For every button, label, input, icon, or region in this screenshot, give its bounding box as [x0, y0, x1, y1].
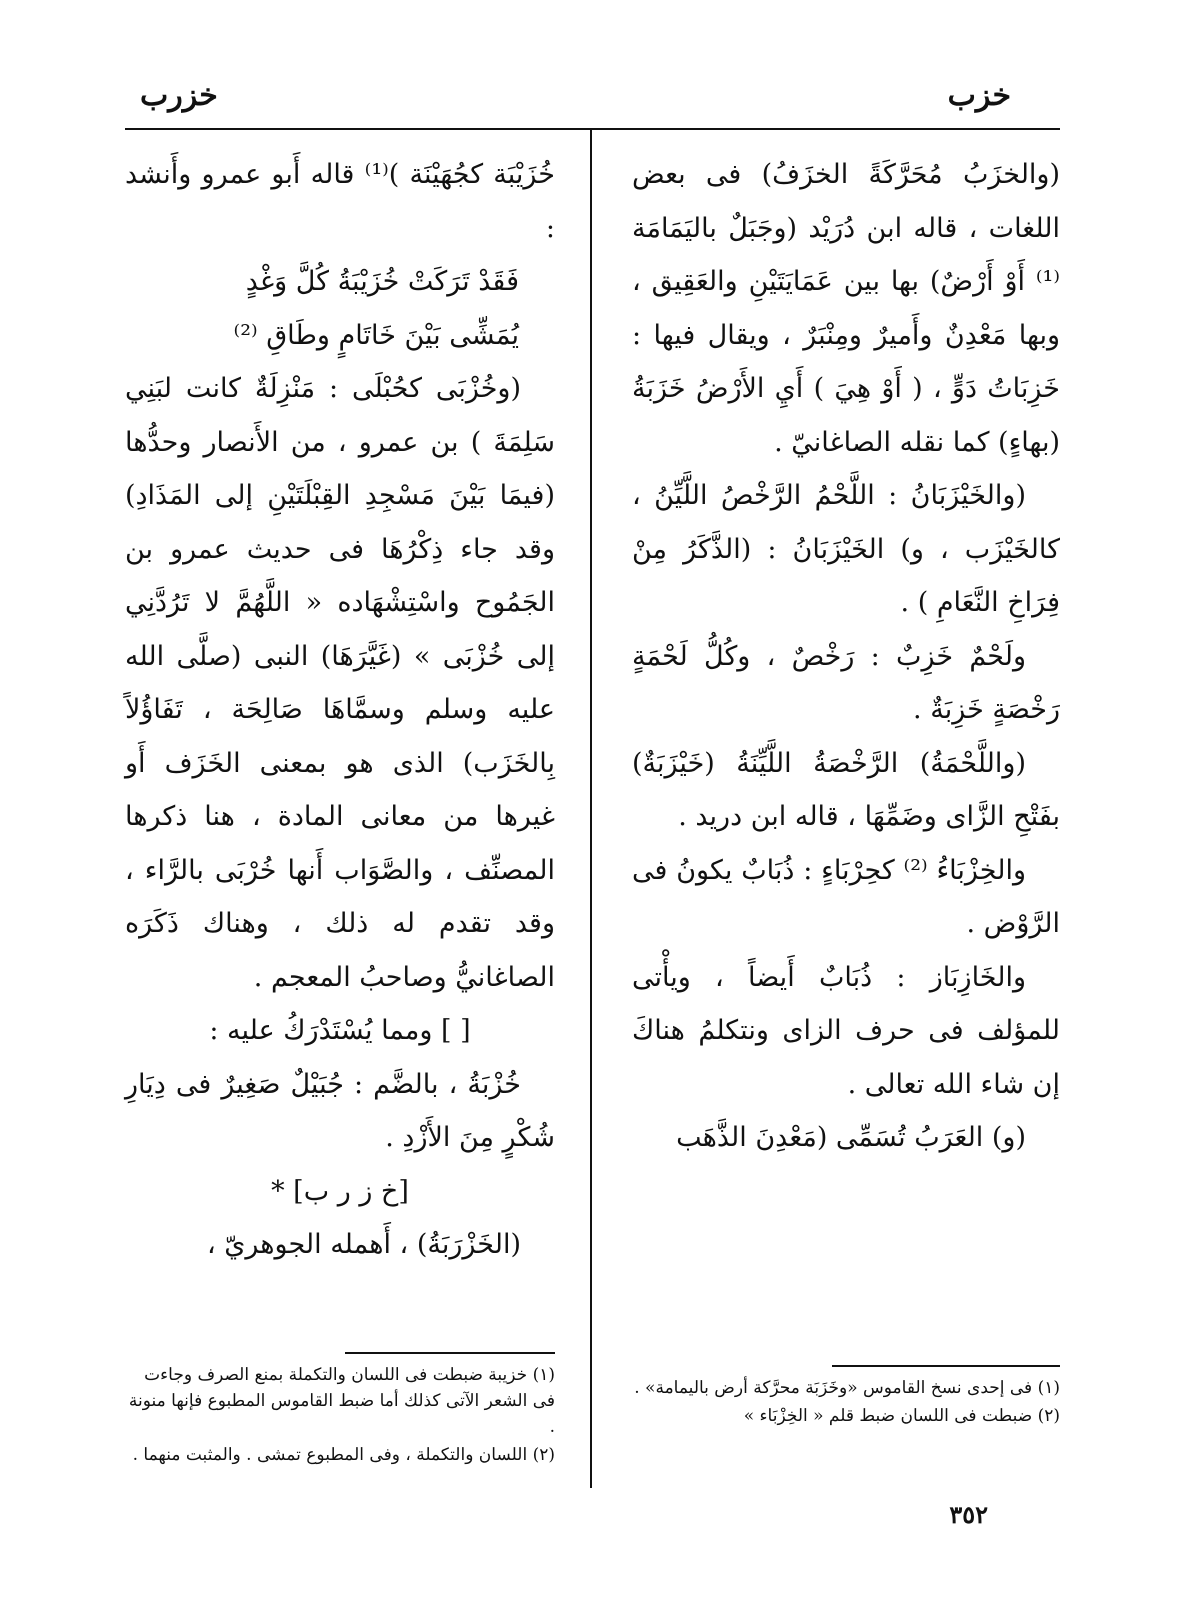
footnote-right-1: (١) فى إحدى نسخ القاموس «وخَزَبَة محرَّكة أرض باليمامة» . — [634, 1378, 1060, 1398]
header-rule — [125, 128, 1060, 130]
footnote-rule-right — [832, 1365, 1060, 1367]
footnote-right-2: (٢) ضبطت فى اللسان ضبط قلم « الخِزْبَاء » — [743, 1406, 1060, 1426]
verse-line-2: يُمَشِّى بَيْنَ خَاتَامٍ وطَاقِ ⁽²⁾ — [233, 319, 519, 351]
entry-heading: [خ ز ر ب] * — [271, 1175, 409, 1207]
paragraph-khazibaz: والخَازِبَاز : ذُبَابٌ أَيضاً ، ويأْتى للمؤلف فى حرف الزاى ونتكلمُ هناكَ إن شاء الله تعالى . — [632, 961, 1060, 1100]
mustadrak-heading: [ ] ومما يُسْتَدْرَكُ عليه : — [209, 1015, 471, 1046]
footnotes-left — [125, 1362, 555, 1470]
left-column — [125, 148, 555, 1272]
paragraph-khuzba: (وخُزْبَى كحُبْلَى : مَنْزِلَةٌ كانت لبَنِي سَلِمَةَ ) بن عمرو ، من الأَنصار وحدُّها (فيمَا بَيْنَ مَسْجِدِ القِبْلَتَيْنِ إلى المَذَادِ) وقد جاء ذِكْرُهَا فى حديث عمرو بن الجَمُوح واسْتِشْهَاده « اللَّهُمَّ لا تَرُدَّنِي إلى خُزْبَى » (غَيَّرَهَا) النبى (صلَّى الله عليه وسلم وسمَّاهَا صَالِحَة ، تَفَاؤُلاً بِالخَزَب) الذى هو بمعنى الخَزَف أَو غيرها من معانى المادة ، هنا ذكرها المصنِّف ، والصَّوَاب أَنها خُرْبَى بالرَّاء ، وقد تقدم له ذلك ، وهناك ذَكَرَه الصاغانيُّ وصاحبُ المعجم . — [125, 373, 555, 993]
column-divider — [590, 128, 592, 1488]
right-column — [632, 148, 1060, 1165]
verse-line-1: فَقَدْ تَرَكَتْ خُزَيْبَةُ كُلَّ وَغْدٍ — [245, 266, 519, 297]
paragraph-khuzbatu: خُزْبَةُ ، بالضَّم : جُبَيْلٌ صَغِيرٌ فى دِيَارِ شُكْرٍ مِنَ الأَزْدِ . — [125, 1068, 555, 1153]
paragraph-arab-tusamma: (و) العَرَبُ تُسَمِّى (مَعْدِنَ الذَّهَب — [676, 1122, 1026, 1153]
footnote-left-2: (٢) اللسان والتكملة ، وفى المطبوع تمشى . والمثبت منهما . — [132, 1445, 555, 1465]
paragraph-khuzayba: خُزَيْبَة كجُهَيْنَة )⁽¹⁾ قاله أَبو عمرو وأَنشد : — [125, 159, 556, 244]
footnote-rule-left — [345, 1352, 555, 1354]
running-header-right: خزب — [947, 78, 1011, 113]
paragraph-lahma: (واللَّحْمَةُ) الرَّخْصَةُ اللَّيِّنَةُ (خَيْزَبَةٌ) بفَتْحِ الزَّاى وضَمِّهَا ، قاله ابن دريد . — [632, 747, 1060, 832]
paragraph-lahm-khazib: ولَحْمٌ خَزِبٌ : رَخْصٌ ، وكُلُّ لَحْمَةٍ رَخْصَةٍ خَزِبَةٌ . — [632, 640, 1060, 725]
paragraph-khazab: (والخزَبُ مُحَرَّكَةً الخزَفُ) فى بعض اللغات ، قاله ابن دُرَيْد (وجَبَلٌ باليَمَامَة ⁽¹⁾ أَوْ أَرْضٌ) بها بين عَمَايَتَيْنِ والعَقِيق ، وبها مَعْدِنٌ وأَميرٌ ومِنْبَرٌ ، ويقال فيها : خَزِبَاتُ دَوٍّ ، ( أَوْ هِيَ ) أَيِ الأَرْضُ خَزَبَةُ (بهاءٍ) كما نقله الصاغانيّ . — [632, 159, 1060, 458]
paragraph-khayzaban: (والخَيْزَبَانُ : اللَّحْمُ الرَّخْصُ اللَّيِّنُ ، كالخَيْزَب ، و) الخَيْزَبَانُ : (الذَّكَرُ مِنْ فِرَاخِ النَّعَامِ ) . — [632, 480, 1060, 618]
running-header-left: خزرب — [140, 78, 218, 113]
page-number: ٣٥٢ — [949, 1500, 988, 1529]
footnote-left-1: (١) خزيبة ضبطت فى اللسان والتكملة بمنع الصرف وجاءت فى الشعر الآتى كذلك أما ضبط القاموس المطبوع فإنها منونة . — [128, 1365, 555, 1437]
paragraph-khizba: والخِزْبَاءُ ⁽²⁾ كحِرْبَاءٍ : ذُبَابٌ يكونُ فى الرَّوْض . — [632, 854, 1060, 939]
paragraph-khazraba: (الخَزْرَبَةُ) ، أَهمله الجوهريّ ، — [206, 1229, 521, 1260]
footnotes-right — [632, 1375, 1060, 1431]
